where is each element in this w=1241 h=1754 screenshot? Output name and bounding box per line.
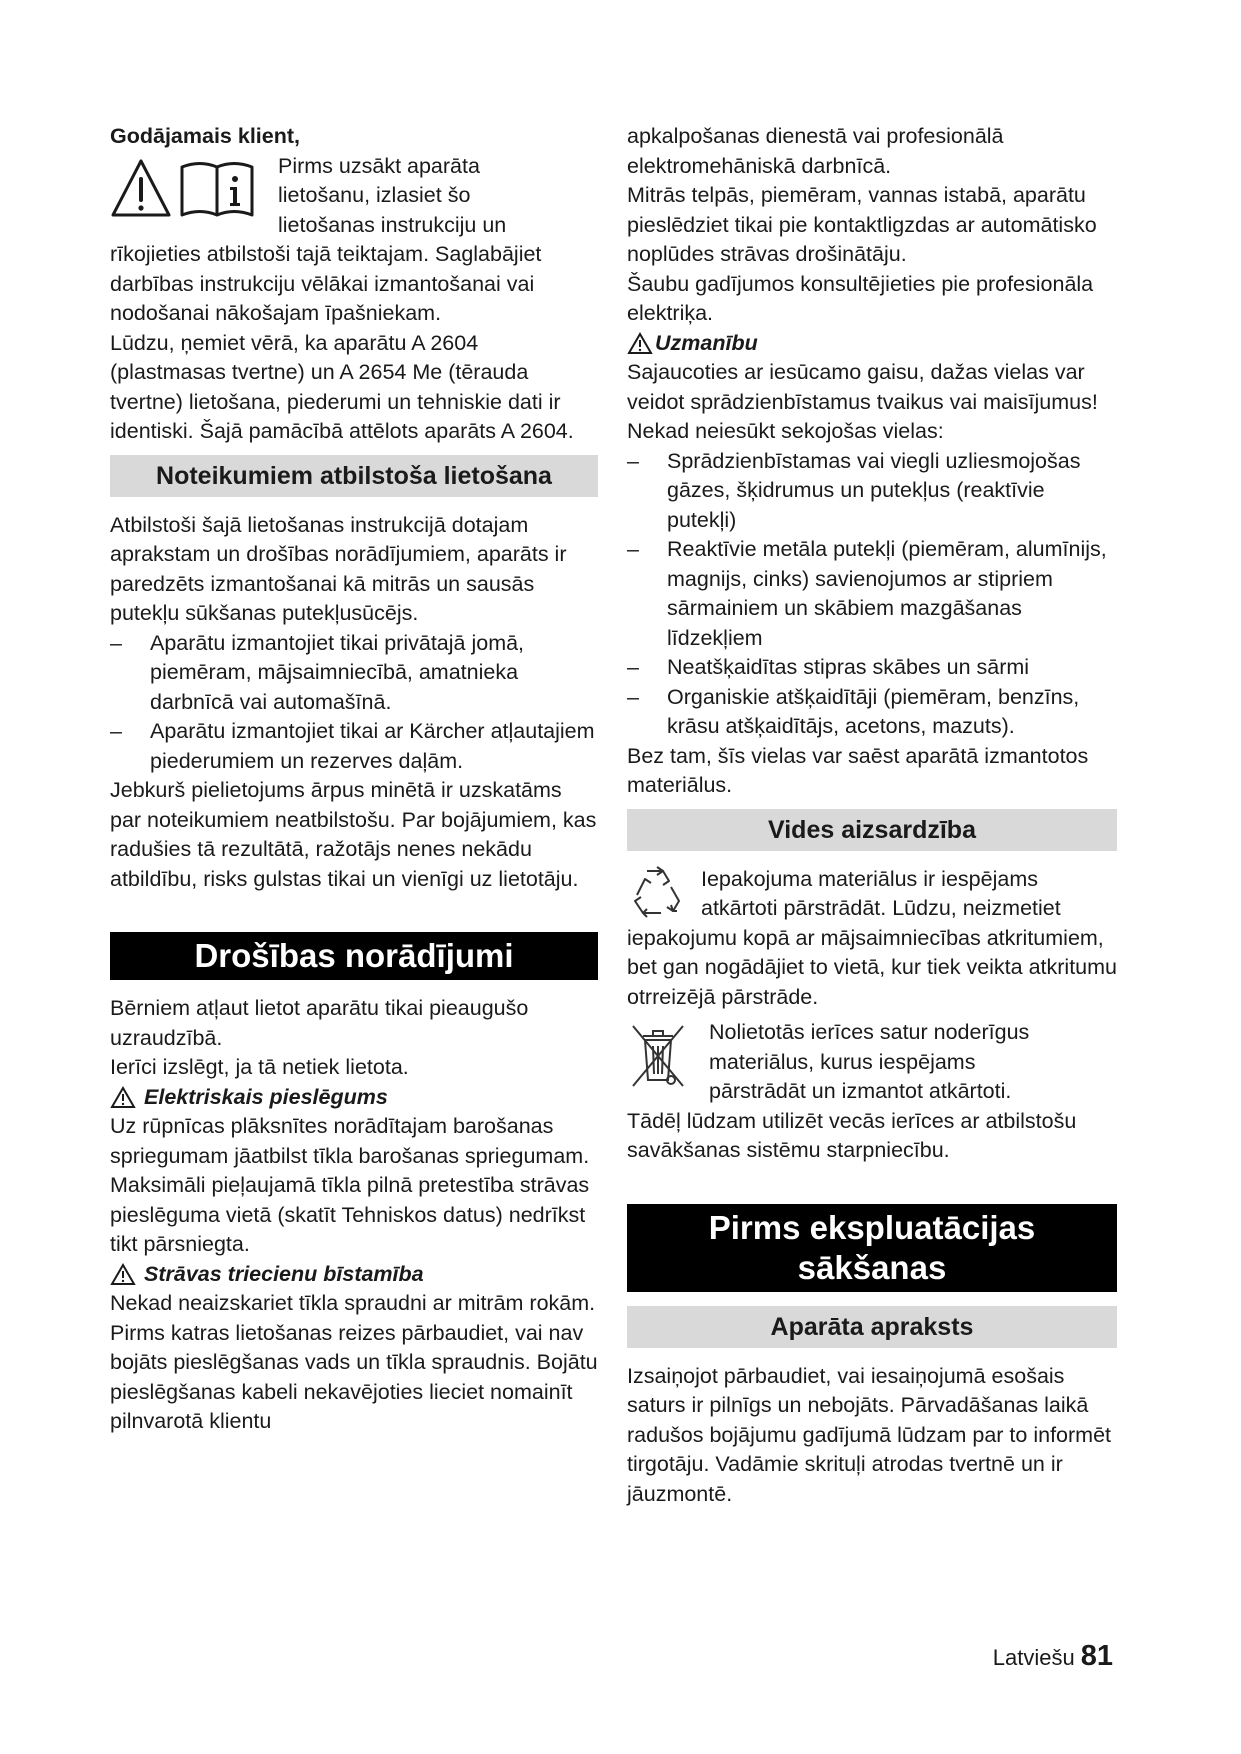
left-column — [110, 122, 598, 1437]
shock-p2: Pirms katras lietošanas reizes pārbaudiet, vai nav bojāts pieslēgšanas vads un tīkla spraudnis. Bojātu pieslēgšanas kabeli nekavējoties lieciet nomainīt pilnvarotā klientu — [110, 1320, 598, 1433]
weee-rest: Tādēļ lūdzam utilizēt vecās ierīces ar atbilstošu savākšanas sistēmu starpniecību. — [627, 1108, 1077, 1162]
right-column — [627, 122, 1117, 1509]
weee-line-2: materiālus, kurus iespējams — [709, 1049, 976, 1074]
recycle-rest: iepakojumu kopā ar mājsaimniecības atkritumiem, bet gan nogādājiet to vietā, kur tiek veikta atkritumu otrreizējā pārstrāde. — [627, 925, 1117, 1009]
intro-icons — [110, 157, 255, 219]
subsection-heading-device-description: Aparāta apraksts — [627, 1306, 1117, 1348]
intro-line-2: lietošanu, izlasiet šo — [278, 183, 471, 207]
dash-bullet: – — [627, 537, 639, 561]
recycle-icon — [627, 865, 683, 919]
weee-block — [627, 1018, 1117, 1107]
recycle-line-1: Iepakojuma materiālus ir iespējams — [701, 866, 1038, 891]
section-heading-environment: Vides aizsardzība — [627, 809, 1117, 851]
weee-line-1: Nolietotās ierīces satur noderīgus — [709, 1020, 1030, 1044]
dash-bullet: – — [627, 684, 639, 709]
safety-p2: Ierīci izslēgt, ja tā netiek lietota. — [110, 1055, 409, 1079]
section-heading-intended-use: Noteikumiem atbilstoša lietošana — [110, 455, 598, 497]
manual-book-info-icon — [182, 163, 252, 215]
section-heading-before-use — [627, 1204, 1117, 1292]
list-item: – Sprādzienbīstamas vai viegli uzliesmojošas gāzes, šķidrumus un putekļus (reaktīvie putekļi) — [627, 448, 1081, 532]
dash-bullet: – — [110, 719, 122, 743]
wet-rooms-text: Mitrās telpās, piemēram, vannas istabā, aparātu pieslēdziet tikai pie kontaktligzdas ar automātisko noplūdes strāvas drošinātāju. — [627, 183, 1097, 266]
page-footer — [993, 1640, 1113, 1673]
list-item: – Aparātu izmantojiet tikai privātajā jomā, piemēram, mājsaimniecībā, amatnieka darbnīcā vai automašīnā. — [110, 630, 525, 714]
list-item: – Neatšķaidītas stipras skābes un sārmi — [627, 653, 1117, 683]
electrical-p2: Maksimāli pieļaujamā tīkla pilnā pretestība strāvas pieslēguma vietā (skatīt Tehniskos datus) nedrīkst tikt pārsniegta. — [110, 1173, 590, 1256]
list-item: – Aparātu izmantojiet tikai ar Kärcher atļautajiem piederumiem un rezerves daļām. — [110, 719, 595, 773]
continuation-text: apkalpošanas dienestā vai profesionālā elektromehāniskā darbnīcā. — [627, 124, 1004, 178]
dash-bullet: – — [627, 448, 639, 473]
warning-triangle-icon — [110, 1263, 136, 1286]
weee-line-3: pārstrādāt un izmantot atkārtoti. — [709, 1079, 1012, 1103]
caution-heading: Uzmanību — [627, 329, 1117, 359]
intro-note: Lūdzu, ņemiet vērā, ka aparātu A 2604 (plastmasas tvertne) un A 2654 Me (tērauda tvertne) lietošana, piederumi un tehniskie dati ir identiski. Šajā pamācībā attēlots aparāts A 2604. — [110, 330, 574, 443]
before-use-title-line-2: sākšanas — [797, 1248, 947, 1286]
list-item: – Organiskie atšķaidītāji (piemēram, benzīns, krāsu atšķaidītājs, acetons, mazuts). — [627, 684, 1080, 738]
recycle-block — [627, 865, 1117, 924]
intro-line-1: Pirms uzsākt aparāta — [278, 153, 480, 178]
dash-bullet: – — [627, 655, 639, 679]
recycle-line-2: atkārtoti pārstrādāt. Lūdzu, neizmetiet — [701, 896, 1061, 920]
crossed-out-bin-icon — [629, 1022, 687, 1090]
section-heading-safety: Drošības norādījumi — [110, 932, 598, 980]
warning-triangle-icon — [113, 161, 169, 215]
intended-use-list — [110, 629, 598, 777]
device-description-paragraph: Izsaiņojot pārbaudiet, vai iesaiņojumā esošais saturs ir pilnīgs un nebojāts. Pārvadāšanas laikā radušos bojājumu gadījumā lūdzam par to informēt tirgotāju. Vadāmie skrituļi atrodas tvertnē un ir jāuzmontē. — [627, 1363, 1112, 1506]
footer-language: Latviešu — [992, 1645, 1075, 1670]
doubt-text: Šaubu gadījumos konsultējieties pie profesionāla elektriķa. — [627, 271, 1094, 325]
safety-p1: Bērniem atļaut lietot aparātu tikai pieaugušo uzraudzībā. — [110, 996, 529, 1050]
intro-rest: rīkojieties atbilstoši tajā teiktajam. Saglabājiet darbības instrukciju vēlākai izmantošanai vai nodošanai nākošajam īpašniekam. — [110, 242, 542, 325]
intended-use-closing: Jebkurš pielietojums ārpus minētā ir uzskatāms par noteikumiem neatbilstošu. Par bojājumiem, kas radušies tā rezultātā, ražotājs nenes nekādu atbildību, risks gulstas tikai un vienīgi uz lietotāju. — [110, 778, 597, 891]
warning-triangle-icon — [627, 332, 653, 355]
never-list — [627, 447, 1117, 742]
greeting: Godājamais klient, — [110, 124, 300, 148]
electrical-heading: Elektriskais pieslēgums — [110, 1083, 598, 1113]
list-item: – Reaktīvie metāla putekļi (piemēram, alumīnijs, magnijs, cinks) savienojumos ar stipriem sārmainiem un skābiem mazgāšanas līdzekļiem — [627, 537, 1107, 650]
dash-bullet: – — [110, 630, 122, 655]
shock-heading: Strāvas triecienu bīstamība — [110, 1260, 598, 1290]
warning-triangle-icon — [110, 1086, 136, 1109]
page-number: 81 — [1080, 1640, 1113, 1672]
caution-text: Sajaucoties ar iesūcamo gaisu, dažas vielas var veidot sprādzienbīstamus tvaikus vai maisījumus! — [627, 360, 1098, 414]
intro-line-3: lietošanas instrukciju un — [278, 212, 507, 237]
intro-block — [110, 152, 598, 241]
before-use-title-line-1: Pirms ekspluatācijas — [708, 1208, 1036, 1246]
electrical-p1: Uz rūpnīcas plāksnītes norādītajam barošanas spriegumam jāatbilst tīkla barošanas spriegumam. — [110, 1114, 590, 1168]
besides-text: Bez tam, šīs vielas var saēst aparātā izmantotos materiālus. — [627, 743, 1089, 797]
shock-p1: Nekad neaizskariet tīkla spraudni ar mitrām rokām. — [110, 1291, 596, 1315]
never-intro: Nekad neiesūkt sekojošas vielas: — [627, 419, 944, 443]
intended-use-paragraph: Atbilstoši šajā lietošanas instrukcijā dotajam aprakstam un drošības norādījumiem, aparāts ir paredzēts izmantošanai kā mitrās un sausās putekļu sūkšanas putekļusūcējs. — [110, 512, 567, 625]
